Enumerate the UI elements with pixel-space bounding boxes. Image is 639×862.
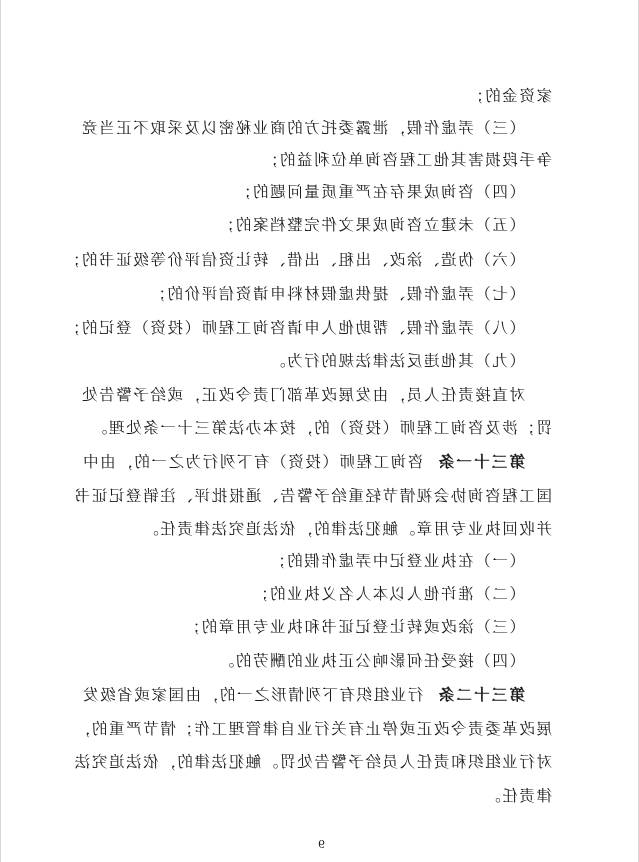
text-line-10: 对直接责任人员，由发展改革部门责令改正，或给予警告处 <box>80 386 525 404</box>
article-31-heading: 第三十一条 <box>436 452 525 471</box>
text-line-1: 家资金的； <box>466 87 552 105</box>
text-line-13: 国工程咨询协会视情节轻重给予警告、通报批评、注销登记证书 <box>73 487 552 505</box>
text-line-6: （六）伪造、涂改、出租、出借、转让资信评价等级证书的； <box>63 251 525 269</box>
article-31-heading-line: 第三十一条 咨询工程师（投资）有下列行为之一的，由中 <box>81 452 525 471</box>
text-line-9: （九）其他违反法律法规的行为。 <box>268 352 525 370</box>
text-line-11: 罚；涉及咨询工程师（投资）的，按本办法第三十一条处理。 <box>90 419 552 437</box>
text-line-5: （五）未建立咨询成果文件完整档案的； <box>217 216 525 234</box>
text-line-8: （八）弄虚作假、帮助他人申请咨询工程师（投资）登记的； <box>63 319 525 337</box>
text-line-21: 对行业组织和责任人员给予警告处罚。触犯法律的，依法追究法 <box>73 753 552 771</box>
text-line-17: （三）涂改或转让登记证书和执业专用章的； <box>182 618 525 636</box>
text-line-7: （七）弄虚作假、提供虚假材料申请资信评价的； <box>148 285 525 303</box>
text-line-4: （四）咨询成果存在严重质量问题的； <box>234 183 525 201</box>
article-32-heading: 第三十二条 <box>436 685 525 704</box>
text-line-20: 展改革委责令改正或停止有关行业自律管理工作；情节严重的， <box>73 720 552 738</box>
text-line-3: 争手段损害其他工程咨询单位利益的； <box>261 151 552 169</box>
article-32-heading-line: 第三十二条 行业组织有下列情形之一的，由国家或省级发 <box>81 685 525 704</box>
page-number: 9 <box>318 838 325 851</box>
text-line-2: （三）弄虚作假，泄露委托方的商业秘密以及采取不正当竞 <box>80 119 525 137</box>
text-line-16: （二）准许他人以本人名义执业的； <box>251 585 525 603</box>
text-line-15: （一）在执业登记中弄虚作假的； <box>268 552 525 570</box>
text-line-18: （四）接受任何影响公正执业的酬劳的。 <box>217 652 525 670</box>
text-line-22: 律责任。 <box>483 787 552 805</box>
text-line-14: 并收回执业专用章。触犯法律的，依法追究法律责任。 <box>141 520 552 538</box>
